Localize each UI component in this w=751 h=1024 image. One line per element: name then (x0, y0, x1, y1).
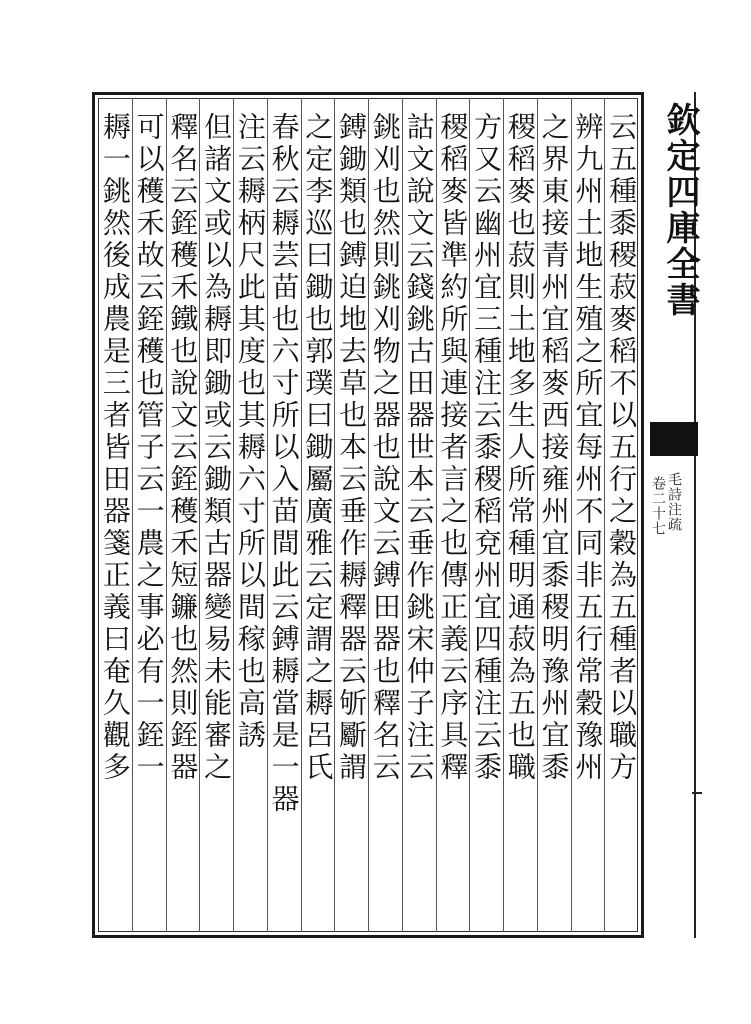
text-column (198, 112, 234, 922)
margin-tick (692, 792, 702, 794)
column-text: 稷稻麥皆準約所與連接者言之也傳正義云序具釋 (436, 112, 470, 784)
column-text: 但諸文或以為耨即鋤或云鋤類古器變易未能審之 (200, 112, 234, 784)
text-column (97, 112, 133, 922)
text-column (164, 112, 200, 922)
text-column (333, 112, 369, 922)
text-column (603, 112, 639, 922)
column-text: 可以穫禾故云銍穫也管子云一農之事必有一銍一 (132, 112, 166, 784)
text-column (266, 112, 302, 922)
text-column (367, 112, 403, 922)
column-text: 方又云幽州宜三種注云黍稷稻兗州宜四種注云黍 (470, 112, 504, 784)
text-column (502, 112, 538, 922)
text-column (131, 112, 167, 922)
column-text: 之定李巡曰鋤也郭璞曰鋤屬廣雅云定謂之耨呂氏 (301, 112, 335, 784)
column-text: 銚刈也然則銚刈物之器也說文云鎛田器也釋名云 (368, 112, 402, 784)
column-text: 春秋云耨芸苗也六寸所以入苗間此云鎛耨當是一器 (267, 112, 301, 816)
column-text: 稷稻麥也菽則土地多生人所常種明通菽為五也職 (503, 112, 537, 784)
text-column (536, 112, 572, 922)
fish-tail-mark (650, 422, 698, 456)
column-text: 耨一銚然後成農是三者皆田器箋正義曰奄久觀多 (98, 112, 132, 784)
text-column (569, 112, 605, 922)
column-text: 之界東接青州宜稻麥西接雍州宜黍稷明豫州宜黍 (537, 112, 571, 784)
text-column (401, 112, 437, 922)
column-text: 辨九州土地生殖之所宜每州不同非五行常穀豫州 (571, 112, 605, 784)
column-text: 注云耨柄尺此其度也其耨六寸所以間稼也高誘 (233, 112, 267, 752)
column-text: 詁文說文云錢銚古田器世本云垂作銚宋仲子注云 (402, 112, 436, 784)
volume-number: 卷二十七 (650, 476, 666, 536)
page-margin (644, 92, 704, 938)
column-text: 鎛鋤類也鎛迫地去草也本云垂作耨釋器云斪斸謂 (335, 112, 369, 784)
text-column (299, 112, 335, 922)
column-text: 云五種黍稷菽麥稻不以五行之穀為五種者以職方 (605, 112, 639, 784)
book-subtitle: 毛詩注疏 (666, 472, 682, 532)
column-text: 釋名云銍穫禾鐵也說文云銍穫禾短鐮也然則銍器 (166, 112, 200, 784)
book-title: 欽定四庫全書 (660, 102, 700, 318)
text-column (232, 112, 268, 922)
text-column (468, 112, 504, 922)
text-column (434, 112, 470, 922)
